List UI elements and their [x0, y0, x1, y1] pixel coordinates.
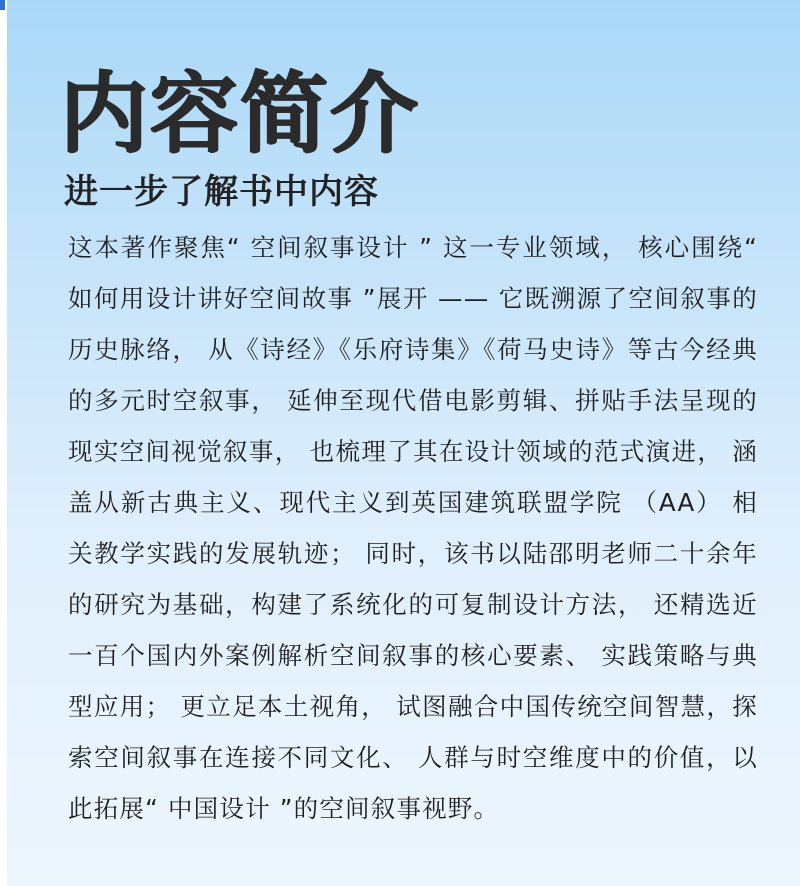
left-edge-strip [0, 0, 7, 886]
accent-mark [0, 0, 5, 10]
page-subtitle: 进一步了解书中内容 [64, 172, 379, 212]
intro-section [58, 62, 758, 834]
intro-paragraph: 这本著作聚焦“ 空间叙事设计 ” 这一专业领域， 核心围绕“ 如何用设计讲好空间故事 ”展开 —— 它既溯源了空间叙事的历史脉络， 从《诗经》《乐府诗集》《荷马史诗》等古今经典的多元时空叙事， 延伸至现代借电影剪辑、拼贴手法呈现的现实空间视觉叙事， 也梳理了其在设计领域的范式演进， 涵盖从新古典主义、现代主义到英国建筑联盟学院 （AA） 相关教学实践的发展轨迹； 同时，该书以陆邵明老师二十余年的研究为基础，构建了系统化的可复制设计方法， 还精选近一百个国内外案例解析空间叙事的核心要素、 实践策略与典型应用； 更立足本土视角， 试图融合中国传统空间智慧，探索空间叙事在连接不同文化、 人群与时空维度中的价值，以此拓展“ 中国设计 ”的空间叙事视野。 [68, 233, 758, 823]
page-title: 内容简介 [60, 62, 421, 165]
